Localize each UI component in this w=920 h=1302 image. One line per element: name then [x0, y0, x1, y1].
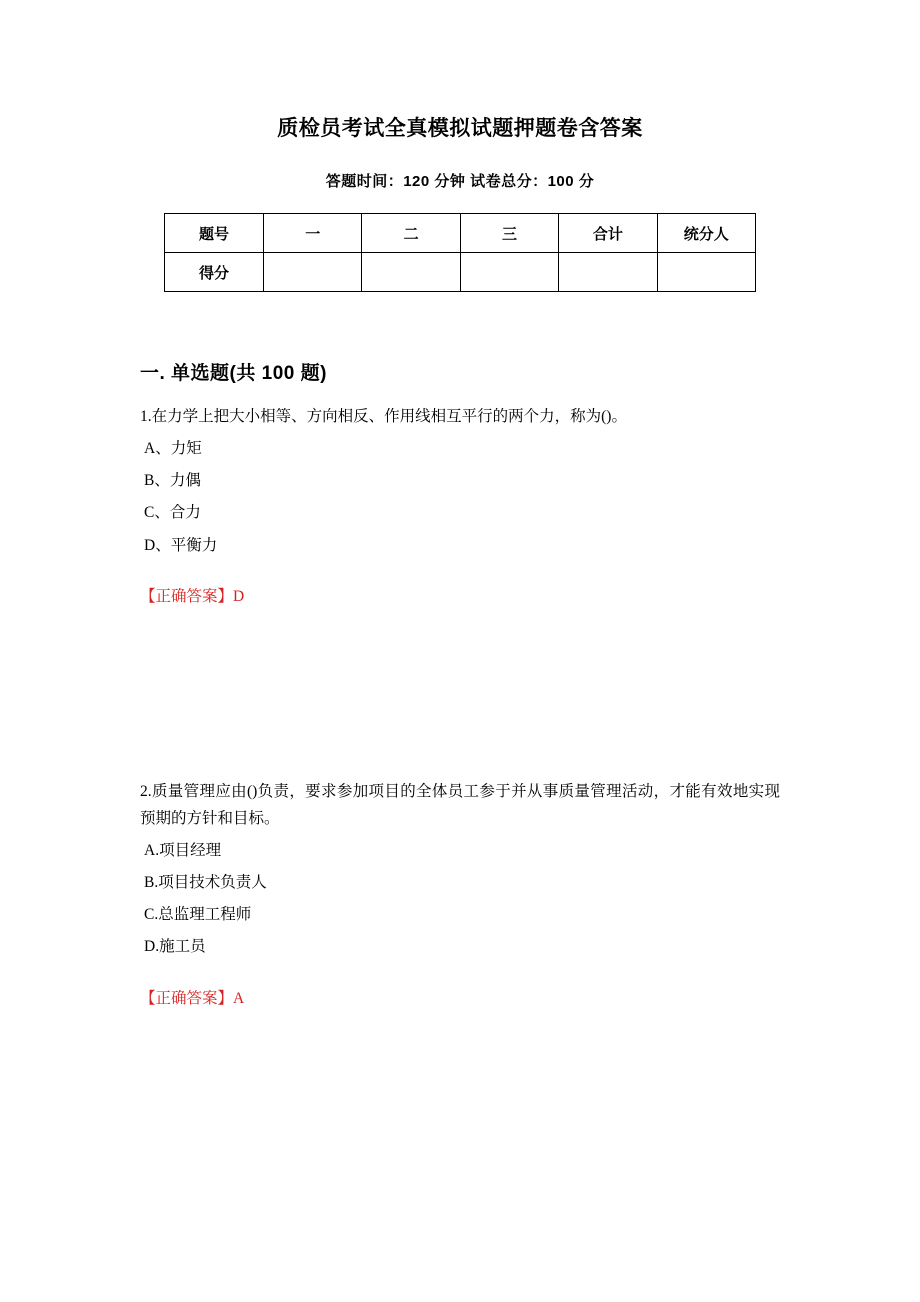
table-cell: 统分人	[657, 214, 755, 253]
question-stem: 2.质量管理应由()负责，要求参加项目的全体员工参于并从事质量管理活动，才能有效地实现预期的方针和目标。	[140, 782, 780, 827]
correct-answer: 【正确答案】A	[140, 989, 245, 1007]
table-cell: 一	[264, 214, 362, 253]
table-row	[165, 253, 756, 292]
question-option: B.项目技术负责人	[144, 874, 267, 892]
question-2	[140, 778, 780, 1012]
question-1	[140, 403, 780, 610]
question-option: C、合力	[144, 504, 201, 522]
spacer	[140, 559, 780, 583]
question-option: D.施工员	[144, 938, 206, 956]
correct-answer: 【正确答案】D	[140, 587, 245, 605]
table-cell	[264, 253, 362, 292]
spacer	[140, 610, 780, 760]
table-cell: 得分	[165, 253, 264, 292]
question-option: A、力矩	[144, 440, 202, 458]
score-table	[164, 213, 756, 292]
score-table-container	[140, 213, 780, 292]
table-cell: 题号	[165, 214, 264, 253]
question-option: D、平衡力	[144, 536, 218, 554]
question-option: C.总监理工程师	[144, 906, 252, 924]
table-row	[165, 214, 756, 253]
table-cell	[362, 253, 460, 292]
question-option: A.项目经理	[144, 842, 222, 859]
spacer	[140, 961, 780, 985]
question-stem: 1.在力学上把大小相等、方向相反、作用线相互平行的两个力，称为()。	[140, 408, 627, 425]
table-cell: 合计	[559, 214, 657, 253]
table-cell	[460, 253, 558, 292]
table-cell	[657, 253, 755, 292]
table-cell: 三	[460, 214, 558, 253]
page-title: 质检员考试全真模拟试题押题卷含答案	[277, 117, 643, 140]
table-cell	[559, 253, 657, 292]
exam-info-line: 答题时间：120 分钟 试卷总分：100 分	[325, 173, 595, 190]
table-cell: 二	[362, 214, 460, 253]
question-option: B、力偶	[144, 472, 201, 490]
section-heading: 一. 单选题(共 100 题)	[140, 363, 327, 384]
